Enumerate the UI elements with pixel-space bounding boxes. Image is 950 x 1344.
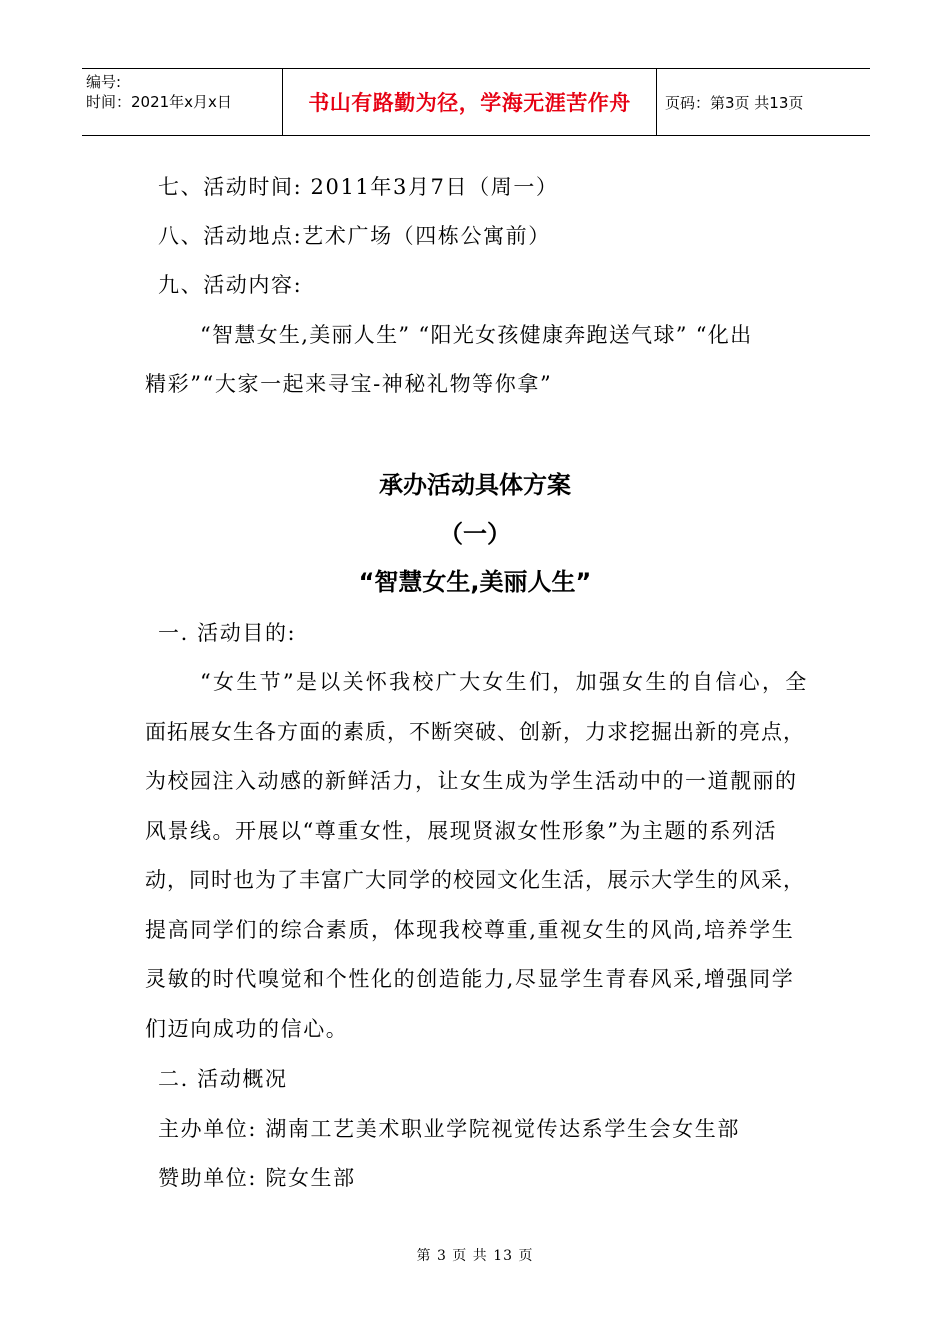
purpose-line-7: 灵敏的时代嗅觉和个性化的创造能力,尽显学生青春风采,增强同学	[145, 967, 795, 991]
code-label: 编号:	[86, 73, 122, 91]
content-line-1: “智慧女生,美丽人生” “阳光女孩健康奔跑送气球” “化出	[200, 323, 753, 347]
section-1-heading: 一. 活动目的:	[158, 621, 297, 645]
purpose-line-3: 为校园注入动感的新鲜活力，让女生成为学生活动中的一道靓丽的	[145, 769, 798, 793]
sponsor-unit: 赞助单位: 院女生部	[158, 1166, 356, 1190]
page-header	[82, 68, 870, 136]
section-2-heading: 二. 活动概况	[158, 1067, 288, 1091]
page-footer: 第 3 页 共 13 页	[416, 1248, 534, 1264]
plan-number: （一）	[439, 520, 511, 548]
purpose-line-1: “女生节”是以关怀我校广大女生们，加强女生的自信心，全	[200, 670, 809, 694]
item-8-location: 八、活动地点:艺术广场（四栋公寓前）	[158, 224, 551, 248]
purpose-line-8: 们迈向成功的信心。	[145, 1017, 349, 1041]
host-unit: 主办单位: 湖南工艺美术职业学院视觉传达系学生会女生部	[158, 1117, 740, 1141]
content-line-2: 精彩”“大家一起来寻宝-神秘礼物等你拿”	[145, 372, 553, 396]
item-9-content: 九、活动内容:	[158, 273, 303, 297]
plan-title: 承办活动具体方案	[379, 471, 571, 499]
purpose-line-4: 风景线。开展以“尊重女性，展现贤淑女性形象”为主题的系列活	[145, 819, 777, 843]
purpose-line-5: 动，同时也为了丰富广大同学的校园文化生活，展示大学生的风采，	[145, 868, 805, 892]
purpose-line-6: 提高同学们的综合素质，体现我校尊重,重视女生的风尚,培养学生	[145, 918, 795, 942]
header-page-info: 页码：第3页 共13页	[665, 93, 804, 112]
item-7-time: 七、活动时间: 2011年3月7日（周一）	[158, 175, 559, 199]
header-meta	[82, 69, 282, 135]
purpose-line-2: 面拓展女生各方面的素质，不断突破、创新，力求挖掘出新的亮点，	[145, 720, 805, 744]
time-label: 时间：2021年x月x日	[86, 93, 232, 111]
header-motto: 书山有路勤为径，学海无涯苦作舟	[282, 69, 657, 135]
plan-subtitle: “智慧女生,美丽人生”	[358, 568, 592, 596]
